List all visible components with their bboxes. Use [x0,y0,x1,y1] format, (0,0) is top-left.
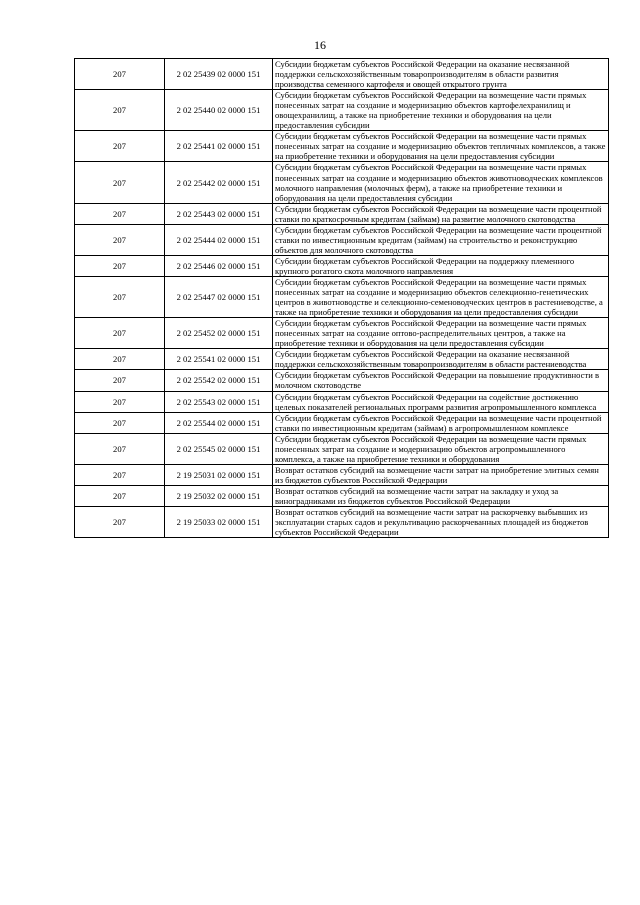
table-row [75,433,609,464]
admin-code-cell: 207 [75,276,165,317]
budget-code-cell: 2 02 25542 02 0000 151 [165,370,273,391]
income-name-cell: Субсидии бюджетам субъектов Российской Федерации на возмещение части прямых понесенных затрат на создание и модернизацию объектов животноводческих комплексов молочного направления (молочных ферм), а также на приобретение техники и оборудования на цели предоставления субсидии [273,162,609,203]
table-row [75,203,609,224]
income-name-cell: Субсидии бюджетам субъектов Российской Федерации на содействие достижению целевых показателей региональных программ развития агропромышленного комплекса [273,391,609,412]
income-name-cell: Возврат остатков субсидий на возмещение части затрат на приобретение элитных семян из бюджетов субъектов Российской Федерации [273,464,609,485]
admin-code-cell: 207 [75,59,165,90]
budget-classification-table [74,58,609,538]
table-row [75,349,609,370]
budget-code-cell: 2 02 25543 02 0000 151 [165,391,273,412]
admin-code-cell: 207 [75,391,165,412]
budget-code-cell: 2 19 25033 02 0000 151 [165,507,273,538]
budget-code-cell: 2 02 25452 02 0000 151 [165,318,273,349]
admin-code-cell: 207 [75,224,165,255]
admin-code-cell: 207 [75,203,165,224]
budget-code-cell: 2 19 25031 02 0000 151 [165,464,273,485]
budget-code-cell: 2 02 25545 02 0000 151 [165,433,273,464]
budget-code-cell: 2 02 25443 02 0000 151 [165,203,273,224]
admin-code-cell: 207 [75,318,165,349]
income-name-cell: Субсидии бюджетам субъектов Российской Федерации на возмещение части процентной ставки по инвестиционным кредитам (займам) на строительство и реконструкцию объектов для молочного скотоводства [273,224,609,255]
table-row [75,59,609,90]
admin-code-cell: 207 [75,90,165,131]
table-row [75,412,609,433]
table-row [75,318,609,349]
income-name-cell: Субсидии бюджетам субъектов Российской Федерации на возмещение части прямых понесенных затрат на создание и модернизацию объектов картофелехранилищ и овощехранилищ, а также на приобретение техники и оборудования на цели предоставления субсидии [273,90,609,131]
table-row [75,391,609,412]
income-name-cell: Субсидии бюджетам субъектов Российской Федерации на оказание несвязанной поддержки сельскохозяйственным товаропроизводителям в области развития производства семенного картофеля и овощей открытого грунта [273,59,609,90]
income-name-cell: Возврат остатков субсидий на возмещение части затрат на раскорчевку выбывших из эксплуатации старых садов и рекультивацию раскорчеванных площадей из бюджетов субъектов Российской Федерации [273,507,609,538]
admin-code-cell: 207 [75,255,165,276]
table-row [75,224,609,255]
budget-code-cell: 2 02 25442 02 0000 151 [165,162,273,203]
admin-code-cell: 207 [75,162,165,203]
admin-code-cell: 207 [75,349,165,370]
budget-code-cell: 2 02 25447 02 0000 151 [165,276,273,317]
income-name-cell: Субсидии бюджетам субъектов Российской Федерации на возмещение части процентной ставки по краткосрочным кредитам (займам) на развитие молочного скотоводства [273,203,609,224]
income-name-cell: Субсидии бюджетам субъектов Российской Федерации на оказание несвязанной поддержки сельскохозяйственным товаропроизводителям в области растениеводства [273,349,609,370]
admin-code-cell: 207 [75,131,165,162]
budget-code-cell: 2 19 25032 02 0000 151 [165,485,273,506]
admin-code-cell: 207 [75,464,165,485]
table-body [75,59,609,538]
income-name-cell: Субсидии бюджетам субъектов Российской Федерации на возмещение части процентной ставки по инвестиционным кредитам (займам) в агропромышленном комплексе [273,412,609,433]
income-name-cell: Субсидии бюджетам субъектов Российской Федерации на возмещение части прямых понесенных затрат на создание и модернизацию объектов селекционно-генетических центров в животноводстве и селекционно-семеноводческих центров в растениеводстве, а также на приобретение техники и оборудования на цели предоставления субсидии [273,276,609,317]
table-row [75,90,609,131]
income-name-cell: Субсидии бюджетам субъектов Российской Федерации на повышение продуктивности в молочном скотоводстве [273,370,609,391]
income-name-cell: Возврат остатков субсидий на возмещение части затрат на закладку и уход за виноградниками из бюджетов субъектов Российской Федерации [273,485,609,506]
budget-code-cell: 2 02 25440 02 0000 151 [165,90,273,131]
income-name-cell: Субсидии бюджетам субъектов Российской Федерации на возмещение части прямых понесенных затрат на создание и модернизацию объектов агропромышленного комплекса, а также на приобретение техники и оборудования [273,433,609,464]
admin-code-cell: 207 [75,485,165,506]
table-row [75,255,609,276]
budget-code-cell: 2 02 25439 02 0000 151 [165,59,273,90]
budget-code-cell: 2 02 25541 02 0000 151 [165,349,273,370]
table-row [75,276,609,317]
budget-code-cell: 2 02 25544 02 0000 151 [165,412,273,433]
table-row [75,464,609,485]
income-name-cell: Субсидии бюджетам субъектов Российской Федерации на возмещение части прямых понесенных затрат на создание оптово-распределительных центров, а также на приобретение техники и оборудования на цели предоставления субсидии [273,318,609,349]
admin-code-cell: 207 [75,370,165,391]
table-row [75,507,609,538]
table-row [75,131,609,162]
income-name-cell: Субсидии бюджетам субъектов Российской Федерации на поддержку племенного крупного рогатого скота молочного направления [273,255,609,276]
table-row [75,162,609,203]
budget-code-cell: 2 02 25441 02 0000 151 [165,131,273,162]
table-row [75,370,609,391]
income-name-cell: Субсидии бюджетам субъектов Российской Федерации на возмещение части прямых понесенных затрат на создание и модернизацию объектов тепличных комплексов, а также на приобретение техники и оборудования на цели предоставления субсидии [273,131,609,162]
admin-code-cell: 207 [75,412,165,433]
table-row [75,485,609,506]
admin-code-cell: 207 [75,433,165,464]
budget-code-cell: 2 02 25444 02 0000 151 [165,224,273,255]
page-number: 16 [314,38,326,52]
admin-code-cell: 207 [75,507,165,538]
budget-code-cell: 2 02 25446 02 0000 151 [165,255,273,276]
